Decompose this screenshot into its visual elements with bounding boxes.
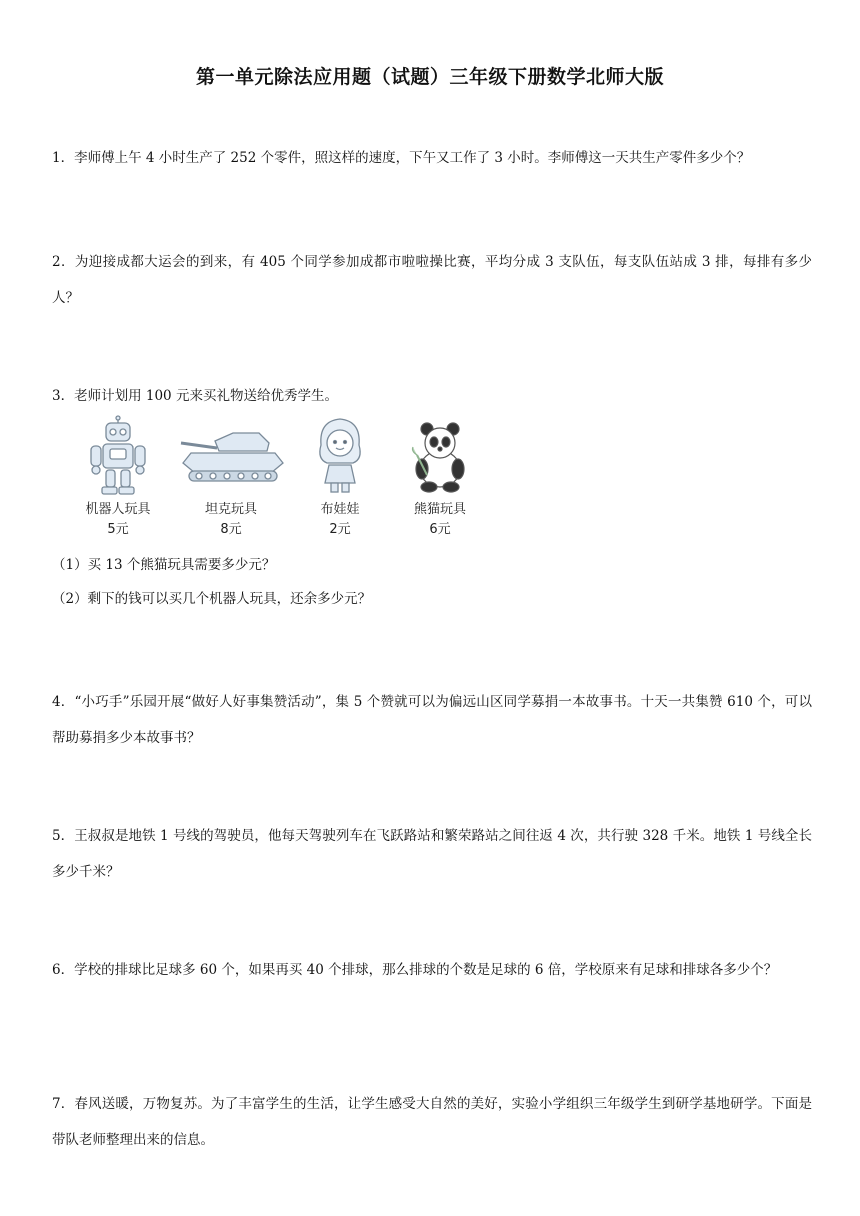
panda-icon bbox=[405, 415, 475, 499]
robot-icon bbox=[83, 415, 153, 499]
question-5: 5．王叔叔是地铁 1 号线的驾驶员，他每天驾驶列车在飞跃路站和繁荣路站之间往返 4 次，共行驶 328 千米。地铁 1 号线全长多少千米？ bbox=[52, 828, 812, 880]
tank-icon bbox=[175, 415, 287, 499]
doll-icon bbox=[305, 415, 375, 499]
toy-item-tank bbox=[171, 415, 291, 537]
toy-name: 布娃娃 bbox=[320, 502, 360, 517]
toy-item-robot bbox=[68, 415, 168, 537]
toy-name: 坦克玩具 bbox=[204, 502, 257, 517]
page-title: 第一单元除法应用题（试题）三年级下册数学北师大版 bbox=[195, 66, 664, 88]
toy-name: 熊猫玩具 bbox=[413, 502, 466, 517]
toy-item-panda bbox=[390, 415, 490, 537]
toy-price: 5元 bbox=[107, 522, 129, 537]
question-3-part-1: （1）买 13 个熊猫玩具需要多少元？ bbox=[52, 557, 276, 573]
toy-price-figure bbox=[68, 415, 488, 545]
question-2: 2．为迎接成都大运会的到来，有 405 个同学参加成都市啦啦操比赛，平均分成 3 支队伍，每支队伍站成 3 排，每排有多少人？ bbox=[52, 254, 812, 306]
question-7: 7．春风送暖，万物复苏。为了丰富学生的生活，让学生感受大自然的美好，实验小学组织三年级学生到研学基地研学。下面是带队老师整理出来的信息。 bbox=[52, 1096, 812, 1148]
question-1: 1．李师傅上午 4 小时生产了 252 个零件，照这样的速度，下午又工作了 3 小时。李师傅这一天共生产零件多少个？ bbox=[52, 150, 751, 166]
question-3: 3．老师计划用 100 元来买礼物送给优秀学生。 bbox=[52, 388, 338, 404]
toy-item-doll bbox=[290, 415, 390, 537]
question-6: 6．学校的排球比足球多 60 个，如果再买 40 个排球，那么排球的个数是足球的 6 倍，学校原来有足球和排球各多少个？ bbox=[52, 962, 778, 978]
toy-price: 8元 bbox=[220, 522, 242, 537]
toy-name: 机器人玩具 bbox=[85, 502, 151, 517]
toy-price: 2元 bbox=[329, 522, 351, 537]
question-3-part-2: （2）剩下的钱可以买几个机器人玩具，还余多少元？ bbox=[52, 591, 372, 607]
toy-price: 6元 bbox=[429, 522, 451, 537]
question-4: 4．“小巧手”乐园开展“做好人好事集赞活动”，集 5 个赞就可以为偏远山区同学募捐一本故事书。十天一共集赞 610 个，可以帮助募捐多少本故事书？ bbox=[52, 694, 812, 746]
